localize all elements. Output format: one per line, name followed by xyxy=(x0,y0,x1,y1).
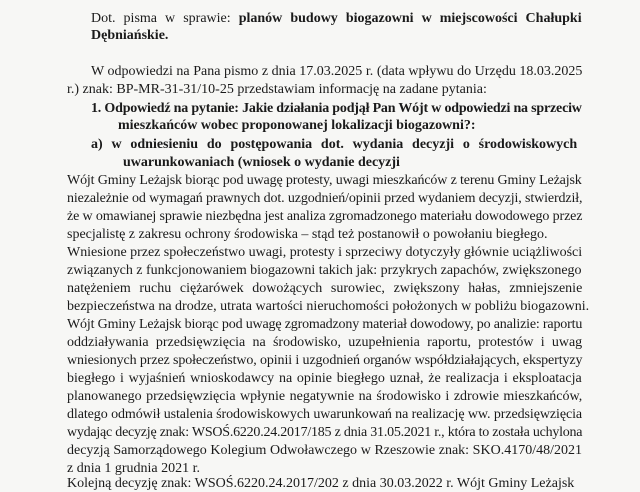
subject-line-1: Dot. pisma w sprawie: planów budowy biogazowni w miejscowości Chałupki xyxy=(91,11,582,26)
subpoint-a-line-1: a) w odniesieniu do postępowania dot. wydania decyzji o środowiskowych xyxy=(91,137,578,152)
para3-line-4: biegłego i wyjaśnień wnioskodawcy na opinie biegłego uznał, że realizacja i eksploatacja xyxy=(67,371,582,386)
subject-line-2: Dębniańskie. xyxy=(91,28,169,43)
intro-line-1: W odpowiedzi na Pana pismo z dnia 17.03.2025 r. (data wpływu do Urzędu 18.03.2025 xyxy=(91,64,583,79)
para3-line-5: planowanego przedsięwzięcia wpłynie negatywnie na środowisko i zdrowie mieszkańców, xyxy=(67,389,583,404)
para3-line-9: z dnia 1 grudnia 2021 r. xyxy=(67,461,200,476)
question-1-line-2: mieszkańców wobec proponowanej lokalizacji biogazowni?: xyxy=(118,118,476,133)
intro-line-2: r.) znak: BP-MR-31-31/10-25 przedstawiam informację na zadane pytania: xyxy=(67,82,487,97)
para1-line-2: niezależnie od wymagań prawnych dot. uzgodnień/opinii przed wydaniem decyzji, stwierdził, xyxy=(67,191,583,206)
para2-line-4: bezpieczeństwa na drodze, utrata wartości nieruchomości położonych w pobliżu biogazowni. xyxy=(67,299,590,314)
para3-line-8: decyzją Samorządowego Kolegium Odwoławczego w Rzeszowie znak: SKO.4170/48/2021 xyxy=(67,443,582,458)
para3-line-2: oddziaływania przedsięwzięcia na środowisko, uzupełnienia raportu, protestów i uwag xyxy=(67,335,583,350)
para1-line-3: że w omawianej sprawie niezbędna jest analiza zgromadzonego materiału dowodowego przez xyxy=(67,209,583,224)
para3-line-6: dlatego odmówił ustalenia środowiskowych uwarunkowań na realizację ww. przedsięwzięcia xyxy=(67,407,583,422)
question-1-line-1: 1. Odpowiedź na pytanie: Jakie działania podjął Pan Wójt w odpowiedzi na sprzeciw xyxy=(91,101,582,116)
para3-line-3: wniesionych przez społeczeństwo, opinii i uzgodnień organów współdziałających, ekspertyzy xyxy=(67,353,583,368)
para2-line-1: Wniesione przez społeczeństwo uwagi, protesty i sprzeciwy dotyczyły głównie uciążliwości xyxy=(67,245,583,260)
para2-line-3: natężeniem ruchu ciężarówek dowożących surowiec, zwiększony hałas, zmniejszenie xyxy=(67,281,583,296)
para2-line-2: związanych z funkcjonowaniem biogazowni takich jak: przykrych zapachów, zwiększonego xyxy=(67,263,582,278)
para3-line-1: Wójt Gminy Leżajsk biorąc pod uwagę zgromadzony materiał dowodowy, po analizie: raportu xyxy=(67,317,583,332)
para1-line-1: Wójt Gminy Leżajsk biorąc pod uwagę protesty, uwagi mieszkańców z terenu Gminy Leżajsk xyxy=(67,173,582,188)
para1-line-4: specjalistę z zakresu ochrony środowiska – stąd też postanowił o powołaniu biegłego. xyxy=(67,227,548,242)
subpoint-a-line-2: uwarunkowaniach (wniosek o wydanie decyzji xyxy=(123,155,400,170)
para4-line-1-partial: Kolejną decyzję znak: WSOŚ.6220.24.2017/202 z dnia 30.03.2022 r. Wójt Gminy Leżajsk xyxy=(67,476,575,491)
para3-line-7: wydając decyzję znak: WSOŚ.6220.24.2017/185 z dnia 31.05.2021 r., która to została uchylona xyxy=(67,425,583,440)
